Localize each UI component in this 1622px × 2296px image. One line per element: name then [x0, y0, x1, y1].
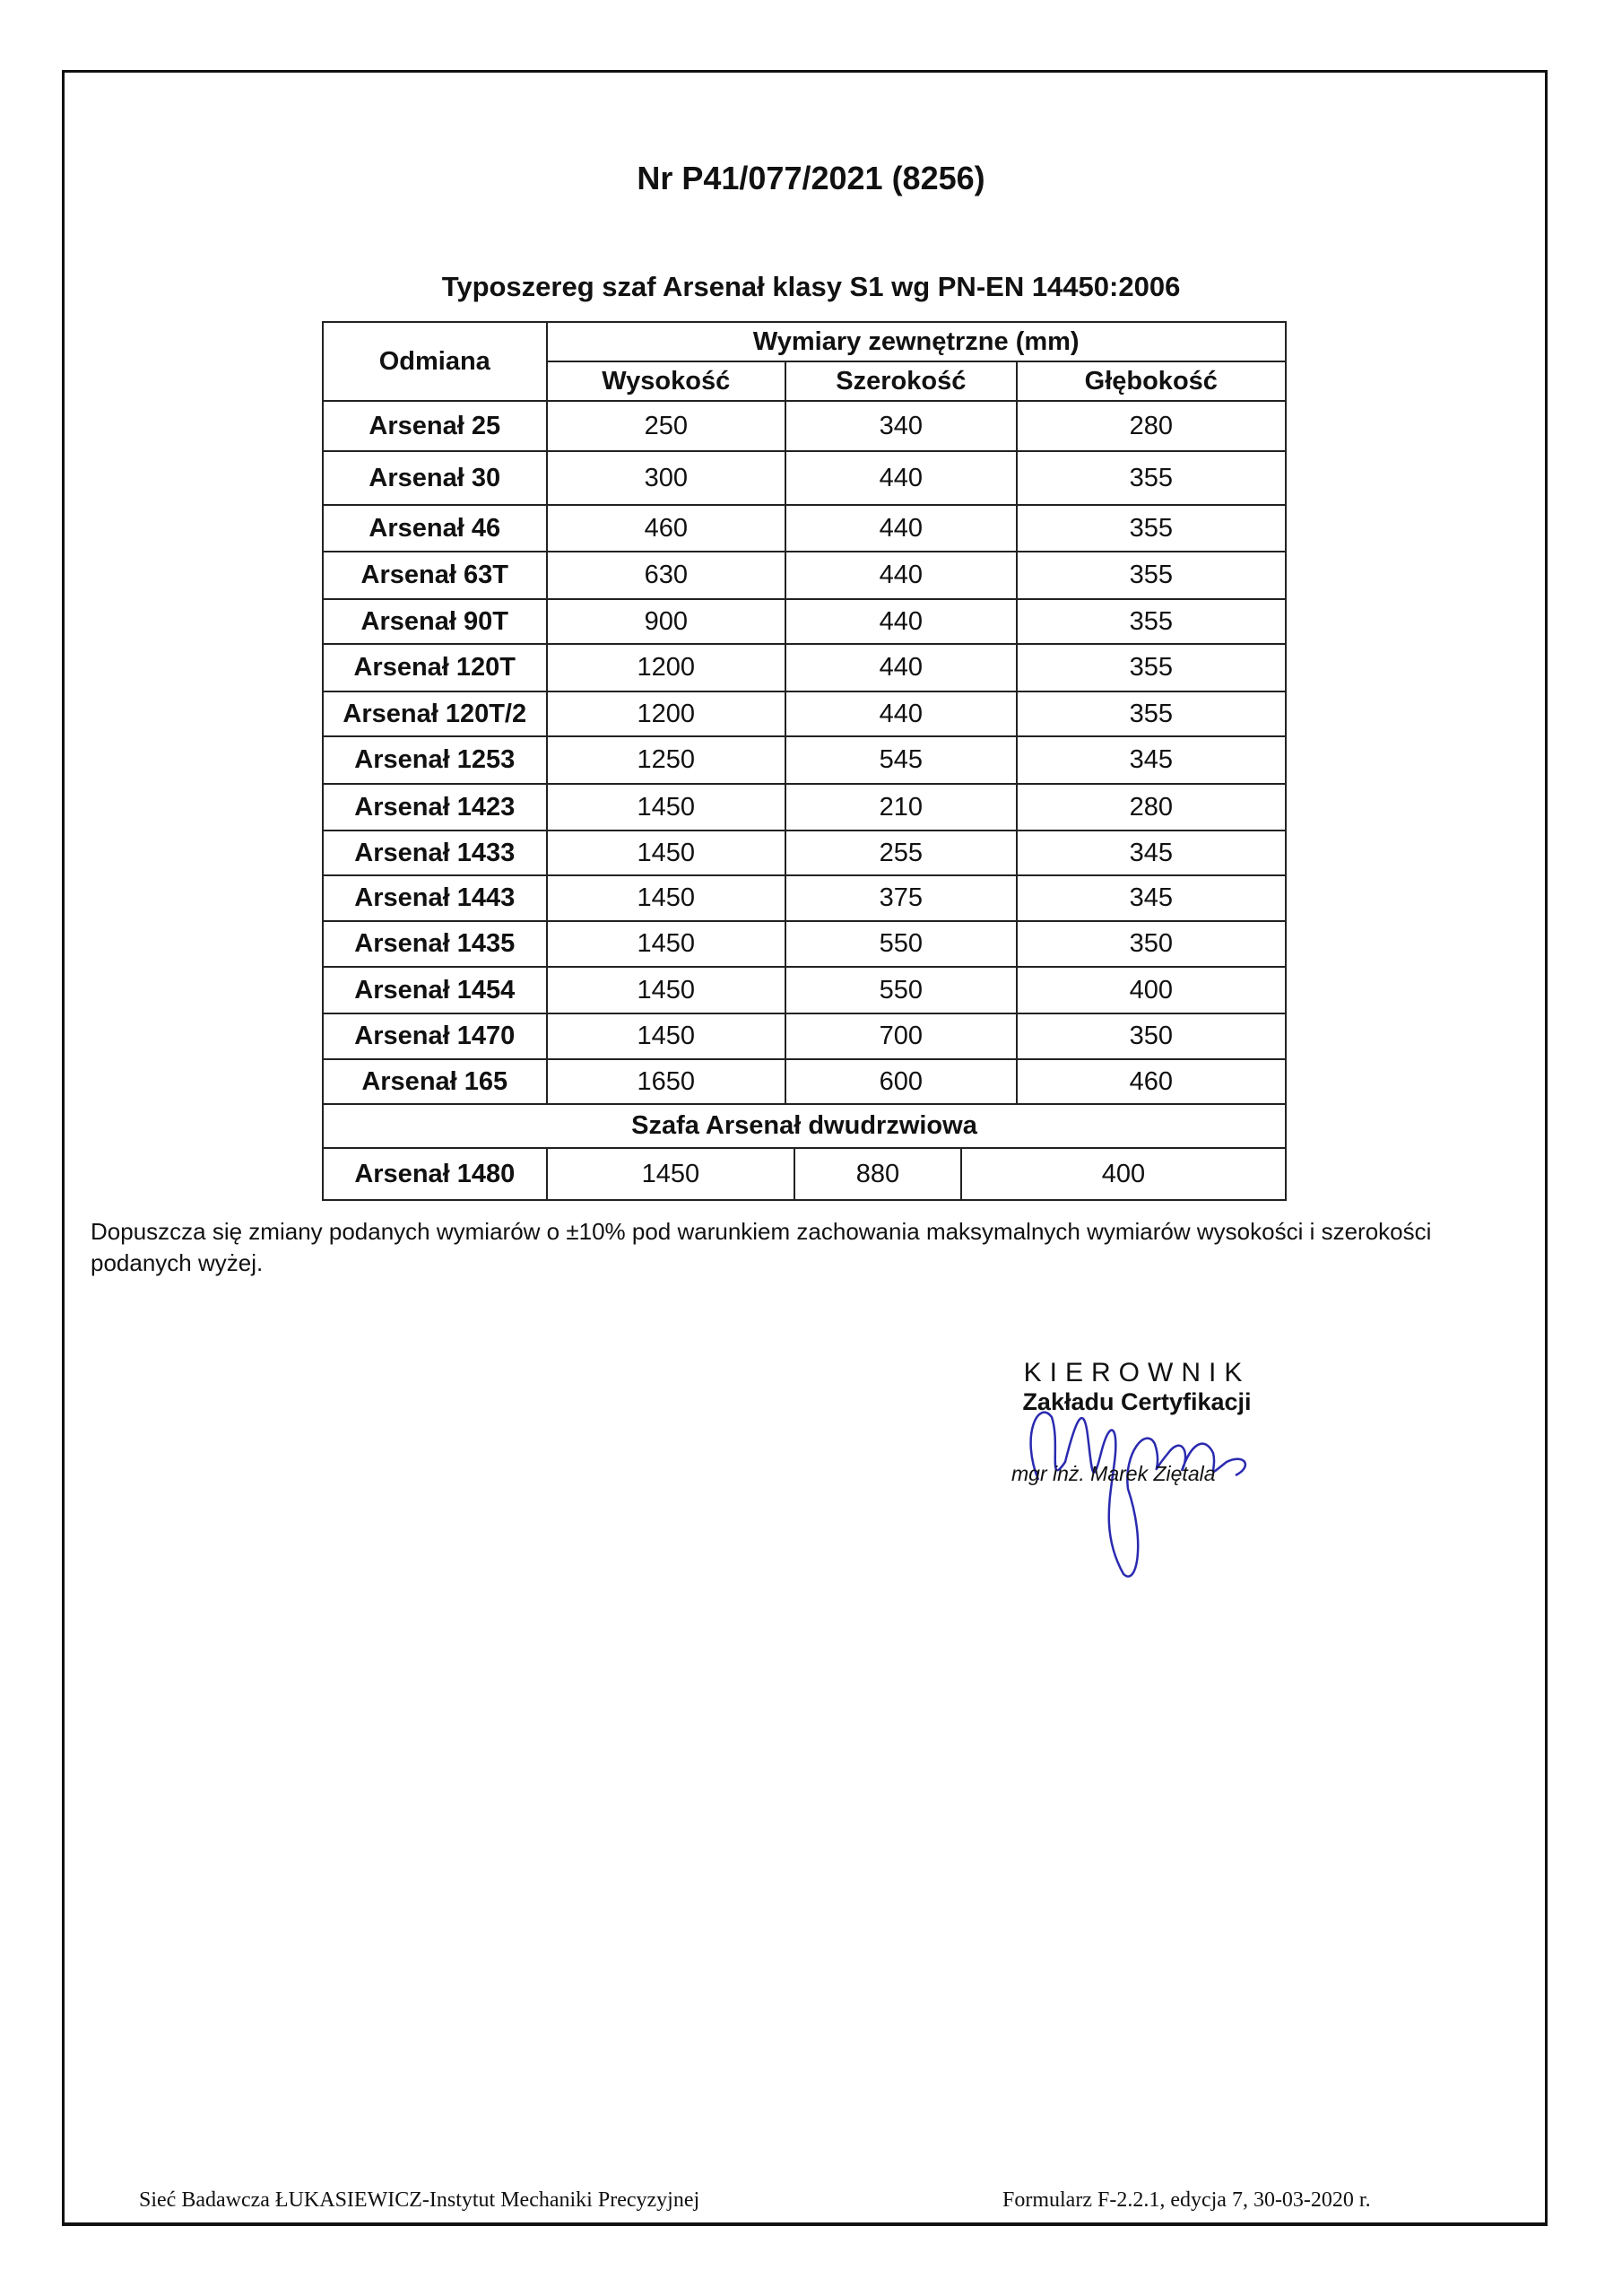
cell-height: 1650: [547, 1059, 786, 1104]
cell-width: 440: [785, 644, 1017, 691]
cell-width: 440: [785, 691, 1017, 736]
cell-depth: 355: [1017, 505, 1286, 552]
cell-depth: 460: [1017, 1059, 1286, 1104]
table-row: [323, 921, 1286, 967]
double-door-table: [322, 1147, 1287, 1201]
cell-depth: 350: [1017, 921, 1286, 967]
cell-variant: Arsenał 1433: [323, 831, 547, 875]
header-height: Wysokość: [547, 361, 786, 401]
header-depth: Głębokość: [1017, 361, 1286, 401]
cell-variant: Arsenał 1443: [323, 875, 547, 921]
signatory-name: mgr inż. Marek Ziętala: [1011, 1462, 1216, 1485]
cell-depth: 350: [1017, 1013, 1286, 1059]
cell-width: 550: [785, 921, 1017, 967]
cell-variant: Arsenał 90T: [323, 599, 547, 644]
footer-institute: Sieć Badawcza ŁUKASIEWICZ-Instytut Mechaniki Precyzyjnej: [139, 2188, 700, 2212]
cell-height: 630: [547, 552, 786, 599]
cell-depth: 355: [1017, 451, 1286, 505]
cell-depth: 355: [1017, 691, 1286, 736]
cell-width: 375: [785, 875, 1017, 921]
cell-width: 440: [785, 552, 1017, 599]
cell-depth: 400: [961, 1148, 1286, 1200]
section-label: Szafa Arsenał dwudrzwiowa: [323, 1104, 1286, 1148]
footer-form-id: Formularz F-2.2.1, edycja 7, 30-03-2020 r.: [1002, 2188, 1371, 2212]
cell-variant: Arsenał 30: [323, 451, 547, 505]
cell-variant: Arsenał 1423: [323, 784, 547, 831]
cell-depth: 280: [1017, 784, 1286, 831]
table-row: [323, 1013, 1286, 1059]
table-row: [323, 691, 1286, 736]
cell-variant: Arsenał 120T/2: [323, 691, 547, 736]
cell-width: 440: [785, 599, 1017, 644]
tolerance-note: Dopuszcza się zmiany podanych wymiarów o ±10% pod warunkiem zachowania maksymalnych wymiarów wysokości i szerokości podanych wyżej.: [91, 1218, 1432, 1276]
cell-depth: 345: [1017, 736, 1286, 784]
cell-variant: Arsenał 46: [323, 505, 547, 552]
cell-depth: 345: [1017, 875, 1286, 921]
table-row: [323, 644, 1286, 691]
document-subtitle: Typoszereg szaf Arsenał klasy S1 wg PN-EN 14450:2006: [441, 271, 1181, 302]
cell-variant: Arsenał 1253: [323, 736, 547, 784]
cell-height: 1450: [547, 1013, 786, 1059]
document-number: Nr P41/077/2021 (8256): [637, 160, 985, 196]
cell-height: 1450: [547, 784, 786, 831]
table-row: [323, 831, 1286, 875]
cell-width: 550: [785, 967, 1017, 1013]
cell-height: 460: [547, 505, 786, 552]
cell-height: 900: [547, 599, 786, 644]
table-row: [323, 784, 1286, 831]
cell-height: 1200: [547, 644, 786, 691]
cell-height: 1450: [547, 921, 786, 967]
cell-variant: Arsenał 165: [323, 1059, 547, 1104]
cell-variant: Arsenał 1480: [323, 1148, 547, 1200]
table-row: [323, 736, 1286, 784]
cell-height: 1200: [547, 691, 786, 736]
cell-height: 1450: [547, 1148, 794, 1200]
cell-height: 1250: [547, 736, 786, 784]
cell-height: 250: [547, 401, 786, 451]
cell-depth: 355: [1017, 644, 1286, 691]
table-row: [323, 599, 1286, 644]
cell-height: 300: [547, 451, 786, 505]
dimensions-table: [322, 321, 1287, 1149]
cell-width: 700: [785, 1013, 1017, 1059]
cell-depth: 345: [1017, 831, 1286, 875]
header-variant: Odmiana: [323, 322, 547, 401]
cell-depth: 355: [1017, 552, 1286, 599]
table-row: [323, 967, 1286, 1013]
cell-variant: Arsenał 63T: [323, 552, 547, 599]
cell-width: 210: [785, 784, 1017, 831]
cell-variant: Arsenał 1435: [323, 921, 547, 967]
cell-width: 255: [785, 831, 1017, 875]
cell-width: 545: [785, 736, 1017, 784]
table-row: [323, 401, 1286, 451]
signature-department: Zakładu Certyfikacji: [1022, 1388, 1252, 1415]
cell-width: 880: [794, 1148, 961, 1200]
cell-depth: 400: [1017, 967, 1286, 1013]
cell-height: 1450: [547, 967, 786, 1013]
table-row: [323, 505, 1286, 552]
signature-block: [993, 1354, 1280, 1578]
table-row: [323, 552, 1286, 599]
cell-width: 600: [785, 1059, 1017, 1104]
header-width: Szerokość: [785, 361, 1017, 401]
table-row: [323, 875, 1286, 921]
cell-width: 440: [785, 505, 1017, 552]
cell-variant: Arsenał 1454: [323, 967, 547, 1013]
cell-variant: Arsenał 1470: [323, 1013, 547, 1059]
cell-depth: 355: [1017, 599, 1286, 644]
cell-height: 1450: [547, 831, 786, 875]
cell-variant: Arsenał 25: [323, 401, 547, 451]
table-row: [323, 451, 1286, 505]
cell-variant: Arsenał 120T: [323, 644, 547, 691]
cell-height: 1450: [547, 875, 786, 921]
cell-depth: 280: [1017, 401, 1286, 451]
header-dimensions: Wymiary zewnętrzne (mm): [547, 322, 1287, 361]
cell-width: 440: [785, 451, 1017, 505]
signature-title: KIEROWNIK: [1023, 1358, 1251, 1387]
cell-width: 340: [785, 401, 1017, 451]
table-row: [323, 1059, 1286, 1104]
